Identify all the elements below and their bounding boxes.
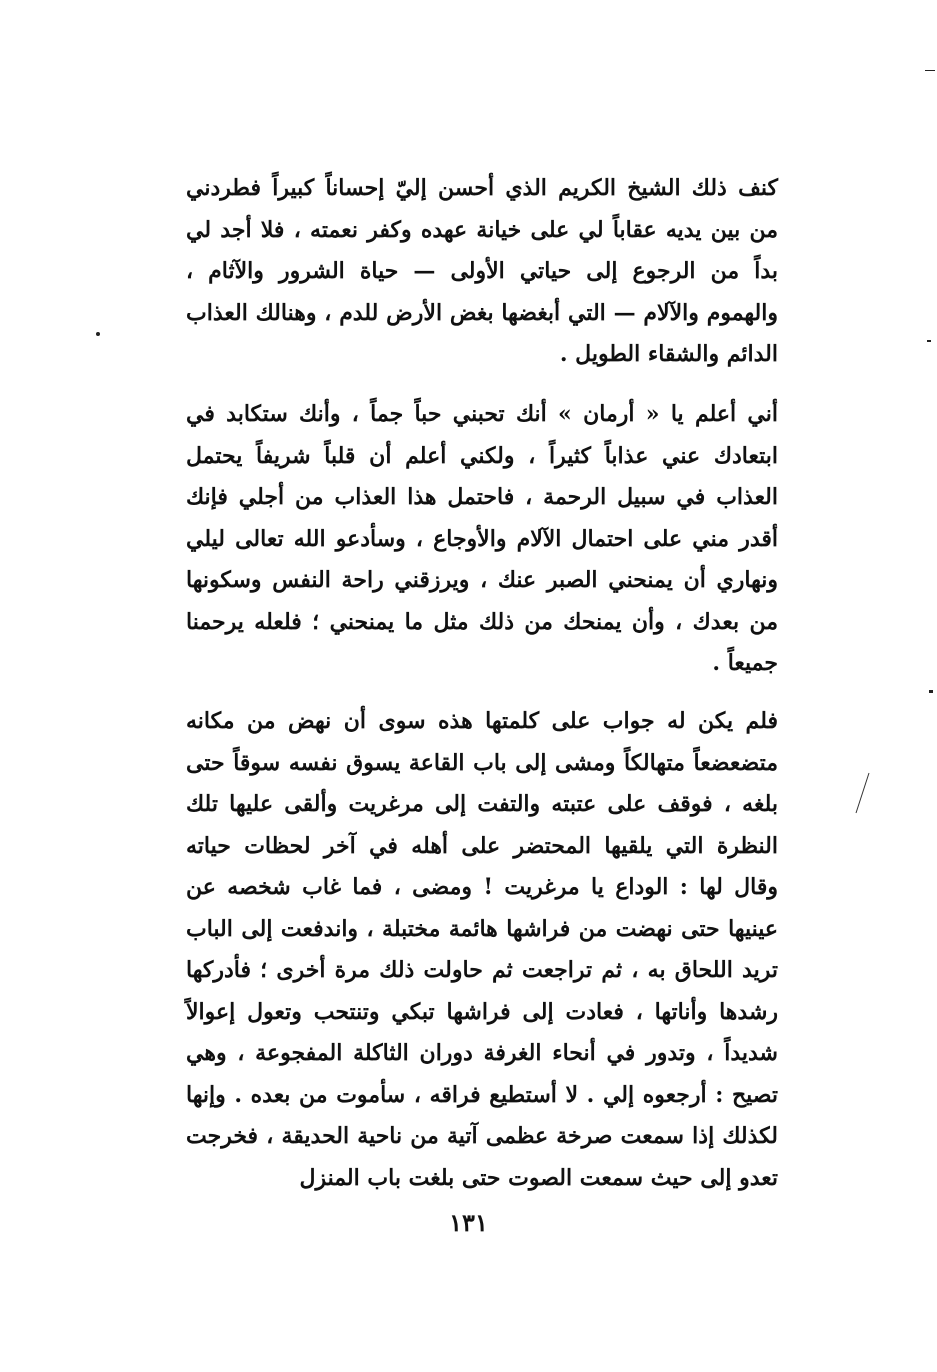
scan-edge-mark bbox=[925, 70, 935, 71]
scan-edge-mark bbox=[929, 690, 933, 693]
scan-edge-mark bbox=[927, 340, 931, 342]
paragraph-2: أني أعلم يا « أرمان » أنك تحبني حباً جماً ، وأنك ستكابد في ابتعادك عني عذاباً كثيراً ، ولكني أعلم أن قلباً شريفاً يحتمل العذاب في سبيل الرحمة ، فاحتمل هذا العذاب من أجلي فإنك أقدر مني على احتمال الآلام والأوجاع ، وسأدعو الله تعالى ليلي ونهاري أن يمنحني الصبر عنك ، ويرزقني راحة النفس وسكونها من بعدك ، وأن يمنحك من ذلك مثل ما يمنحني ؛ فلعله يرحمنا جميعاً . bbox=[186, 401, 778, 676]
scan-slash-mark bbox=[856, 773, 870, 813]
paragraph-3: فلم يكن له جواب على كلمتها هذه سوى أن نهض من مكانه متضعضعاً متهالكاً ومشى إلى باب القاعة يسوق نفسه سوقاً حتى بلغه ، فوقف على عتبته والتفت إلى مرغريت وألقى عليها تلك النظرة التي يلقيها المحتضر على أهله في آخر لحظات حياته وقال لها : الوداع يا مرغريت ! ومضى ، فما غاب شخصه عن عينيها حتى نهضت من فراشها هائمة مختبلة ، واندفعت إلى الباب تريد اللحاق به ، ثم تراجعت ثم حاولت ذلك مرة أخرى ؛ فأدركها رشدها وأناتها ، فعادت إلى فراشها تبكي وتنتحب وتعول إعوالاً شديداً ، وتدور في أنحاء الغرفة دوران الثاكلة المفجوعة ، وهي تصيح : أرجعوه إلي . لا أستطيع فراقه ، سأموت من بعده . وإنها لكذلك إذا سمعت صرخة عظمى آتية من ناحية الحديقة ، فخرجت تعدو إلى حيث سمعت الصوت حتى بلغت باب المنزل bbox=[186, 708, 778, 1191]
page-number: ١٣١ bbox=[449, 1208, 488, 1237]
paragraph-1: كنف ذلك الشيخ الكريم الذي أحسن إليّ إحساناً كبيراً فطردني من بين يديه عقاباً لي على خيانة عهده وكفر نعمته ، فلا أجد لي بداً من الرجوع إلى حياتي الأولى — حياة الشرور والآثام ، والهموم والآلام — التي أبغضها بغض الأرض للدم ، وهنالك العذاب الدائم والشقاء الطويل . bbox=[186, 175, 778, 367]
scan-speck bbox=[96, 332, 100, 336]
